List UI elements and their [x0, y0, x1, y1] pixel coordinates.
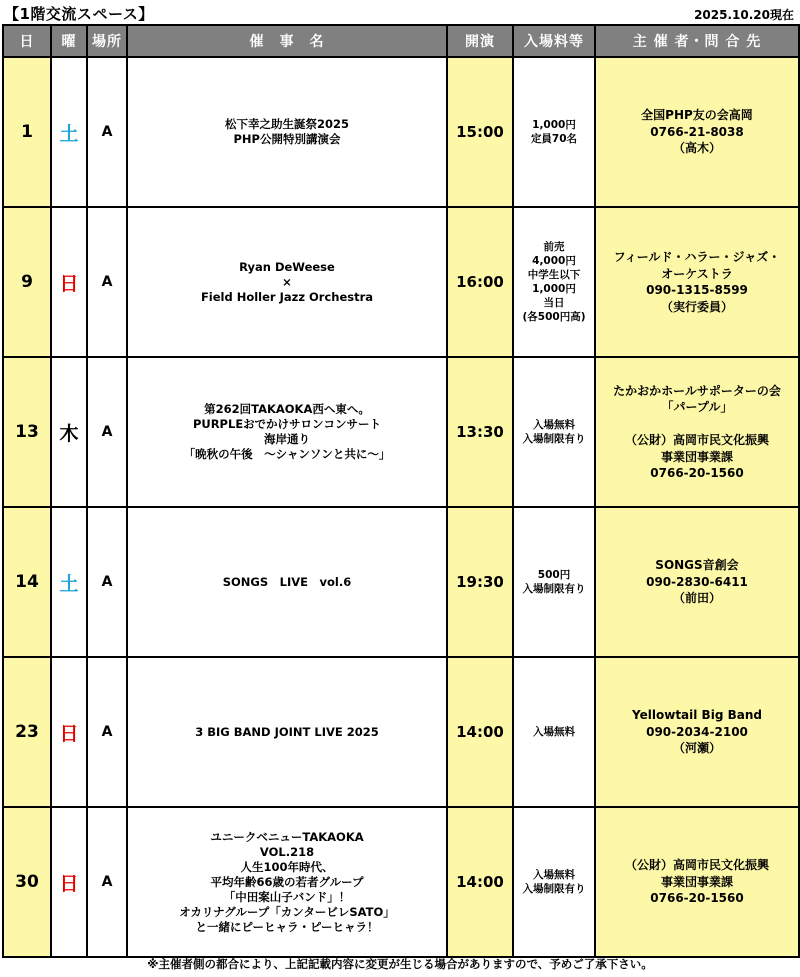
footer-note: ※主催者側の都合により、上記記載内容に変更が生じる場合がありますので、予めご了承下さい。: [147, 957, 653, 971]
organizer-line: （公財）高岡市民文化振興: [624, 858, 769, 873]
organizer-line: 事業団事業課: [660, 449, 733, 464]
organizer-line: SONGS音創会: [655, 558, 739, 573]
event-name-line: 「中田案山子バンド」！: [223, 889, 351, 904]
fee-line: 前売: [543, 241, 565, 253]
page-header: [0, 0, 800, 26]
schedule-table: [2, 24, 800, 958]
weekday-cell: 日: [51, 207, 87, 357]
organizer-line: 0766-20-1560: [650, 891, 744, 906]
organizer-cell: [595, 657, 799, 807]
day-cell: 9: [3, 207, 51, 357]
place-cell: A: [87, 657, 127, 807]
weekday-cell: 日: [51, 807, 87, 957]
place-cell: A: [87, 57, 127, 207]
fee-line: 入場無料: [533, 869, 575, 881]
event-name-line: と一緒にピーヒャラ・ピーヒャラ！: [195, 919, 379, 934]
event-name-line: 3 BIG BAND JOINT LIVE 2025: [195, 724, 379, 739]
organizer-line: （実行委員）: [660, 299, 733, 314]
organizer-line: たかおかホールサポーターの会: [613, 383, 781, 398]
day-cell: 23: [3, 657, 51, 807]
event-name-line: オカリナグループ「カンタービレSATO」: [179, 904, 395, 919]
event-name-line: SONGS LIVE vol.6: [222, 574, 352, 589]
fee-line: 当日: [543, 297, 565, 309]
column-header-organizer: 主 催 者・問 合 先: [595, 25, 799, 57]
organizer-cell: [595, 57, 799, 207]
event-name-cell: [127, 507, 447, 657]
organizer-cell: [595, 207, 799, 357]
event-name-line: PHP公開特別講演会: [233, 132, 341, 146]
organizer-line: 事業団事業課: [660, 874, 733, 889]
table-row: [3, 207, 799, 357]
fee-cell: [513, 357, 595, 507]
as-of-date: 2025.10.20現在: [694, 8, 794, 22]
fee-line: 入場無料: [533, 726, 575, 738]
day-cell: 1: [3, 57, 51, 207]
start-time-cell: 13:30: [447, 357, 513, 507]
place-cell: A: [87, 207, 127, 357]
fee-line: 1,000円: [532, 119, 576, 131]
fee-line: 中学生以下: [527, 269, 581, 281]
organizer-line: オーケストラ: [661, 266, 733, 281]
fee-cell: [513, 507, 595, 657]
table-row: [3, 57, 799, 207]
fee-cell: [513, 657, 595, 807]
organizer-line: （河瀬）: [672, 741, 721, 756]
day-cell: 30: [3, 807, 51, 957]
fee-line: 入場無料: [533, 419, 575, 431]
start-time-cell: 19:30: [447, 507, 513, 657]
start-time-cell: 14:00: [447, 807, 513, 957]
start-time-cell: 14:00: [447, 657, 513, 807]
fee-line: 入場制限有り: [522, 583, 586, 595]
fee-cell: [513, 207, 595, 357]
weekday-cell: 日: [51, 657, 87, 807]
start-time-cell: 16:00: [447, 207, 513, 357]
organizer-line: Yellowtail Big Band: [632, 708, 762, 723]
event-name-line: Ryan DeWeese: [239, 259, 335, 274]
weekday-cell: 土: [51, 507, 87, 657]
day-cell: 13: [3, 357, 51, 507]
event-name-line: VOL.218: [259, 844, 315, 859]
organizer-cell: [595, 507, 799, 657]
column-header-event: 催 事 名: [127, 25, 447, 57]
organizer-line: [596, 416, 798, 433]
page-title: 【1階交流スペース】: [4, 5, 154, 23]
event-name-line: 「晩秋の午後 ～シャンソンと共に～」: [183, 447, 391, 461]
day-cell: 14: [3, 507, 51, 657]
column-header-weekday: 曜: [51, 25, 87, 57]
event-name-cell: [127, 657, 447, 807]
event-name-cell: [127, 57, 447, 207]
organizer-line: 090-2034-2100: [646, 724, 748, 739]
organizer-cell: [595, 807, 799, 957]
event-name-line: 平均年齢66歳の若者グループ: [210, 874, 364, 889]
organizer-line: 090-2830-6411: [646, 574, 748, 589]
fee-line: 1,000円: [532, 283, 576, 295]
column-header-start-time: 開演: [447, 25, 513, 57]
fee-line: 入場制限有り: [522, 433, 586, 445]
organizer-cell: [595, 357, 799, 507]
fee-cell: [513, 57, 595, 207]
fee-line: 500円: [537, 569, 571, 581]
weekday-cell: 土: [51, 57, 87, 207]
event-name-line: 海岸通り: [264, 432, 310, 446]
table-row: [3, 657, 799, 807]
event-name-line: 人生100年時代、: [240, 859, 334, 874]
column-header-fee: 入場料等: [513, 25, 595, 57]
event-name-cell: [127, 807, 447, 957]
fee-line: 4,000円: [532, 255, 576, 267]
column-header-place: 場所: [87, 25, 127, 57]
table-row: [3, 807, 799, 957]
organizer-line: 0766-21-8038: [650, 124, 744, 139]
organizer-line: 090-1315-8599: [646, 283, 748, 297]
organizer-line: （前田）: [672, 591, 721, 606]
organizer-line: 「パープル」: [661, 400, 733, 414]
weekday-cell: 木: [51, 357, 87, 507]
organizer-line: 0766-20-1560: [650, 466, 744, 480]
organizer-line: 全国PHP友の会高岡: [641, 108, 753, 123]
place-cell: A: [87, 357, 127, 507]
table-header-row: [3, 25, 799, 57]
organizer-line: （高木）: [672, 141, 721, 156]
start-time-cell: 15:00: [447, 57, 513, 207]
place-cell: A: [87, 507, 127, 657]
fee-line: 定員70名: [530, 133, 578, 145]
fee-cell: [513, 807, 595, 957]
organizer-line: フィールド・ハラー・ジャズ・: [613, 250, 781, 264]
place-cell: A: [87, 807, 127, 957]
fee-line: 入場制限有り: [522, 883, 586, 895]
table-row: [3, 507, 799, 657]
event-name-line: ×: [282, 274, 292, 289]
event-name-cell: [127, 207, 447, 357]
event-name-line: 第262回TAKAOKA西へ東へ。: [204, 402, 370, 416]
table-row: [3, 357, 799, 507]
event-name-line: 松下幸之助生誕祭2025: [224, 117, 349, 131]
event-name-line: Field Holler Jazz Orchestra: [200, 289, 374, 304]
column-header-day: 日: [3, 25, 51, 57]
event-name-line: ユニークベニューTAKAOKA: [210, 829, 364, 844]
event-name-cell: [127, 357, 447, 507]
event-name-line: PURPLEおでかけサロンコンサート: [192, 417, 382, 431]
organizer-line: （公財）高岡市民文化振興: [624, 433, 769, 447]
fee-line: (各500円高): [522, 311, 586, 323]
